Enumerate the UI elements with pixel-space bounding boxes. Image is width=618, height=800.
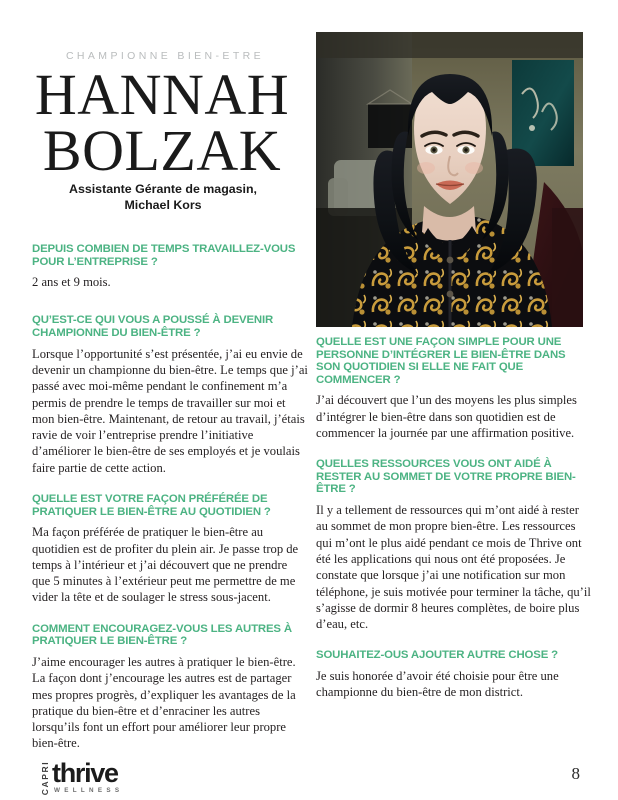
answer-text: J’aime encourager les autres à pratiquer le bien-être. La façon dont j’encourage les autres est de partager mes propres progrès, d’expliquer les avantages de la pratique du bien-être et d’enraciner les autres lorsqu’ils font un effort pour améliorer leur propre bien-être.: [32, 654, 296, 751]
answer-text: Il y a tellement de ressources qui m’ont aidé à rester au sommet de mon propre bien-être. Les ressources qui m’ont le plus aidé pendant ce mois de Thrive ont été les applications qui nous ont été proposées. Je constate que lorsque j’ai une notification sur mon téléphone, je suis motivée pour terminer la tâche, qu’il s’agisse de dormir 8 heures complètes, de boire plus d’eau, etc.: [316, 503, 591, 632]
left-column: [32, 243, 308, 769]
question-heading: COMMENT ENCOURAGEZ-VOUS LES AUTRES À PRATIQUER LE BIEN-ÊTRE ?: [32, 622, 292, 648]
answer-text: Lorsque l’opportunité s’est présentée, j’ai eu envie de devenir un championne du bien-être. Le temps que j’ai passé avec moi-même pendant le confinement m’a permis de prendre le temps de travailler sur moi et mon bien-être. Maintenant, de retour au travail, j’étais ravie de voir l’entreprise prendre l’initiative d’améliorer le bien-être de ses employés et je voulais faire partie de cette action.: [32, 346, 308, 475]
page-title-last-name: BOLZAK: [42, 118, 282, 183]
answer-text: Ma façon préférée de pratiquer le bien-être au quotidien est de profiter du plein air. Je passe trop de temps à l’intérieur et j’ai découvert que ne prendre que 5 minutes à l’extérieur peut me permettre de me vider la tête et de soulager le stress sous-jacent.: [32, 525, 299, 605]
qa-block: [32, 623, 308, 752]
question-heading: QUELLE EST UNE FAÇON SIMPLE POUR UNE PERSONNE D’INTÉGRER LE BIEN-ÊTRE DANS SON QUOTIDIEN SI ELLE NE FAIT QUE COMMENCER ?: [316, 336, 566, 386]
question-heading: SOUHAITEZ-OUS AJOUTER AUTRE CHOSE ?: [316, 649, 558, 662]
portrait-photo: [316, 32, 583, 327]
subtitle-line-1: Assistante Gérante de magasin,: [69, 182, 257, 196]
subtitle-line-2: Michael Kors: [124, 198, 202, 212]
portrait-photo-illustration: [316, 32, 583, 327]
answer-text: 2 ans et 9 mois.: [32, 275, 111, 290]
qa-block: [316, 458, 592, 632]
qa-block: [32, 243, 308, 290]
question-heading: QUELLES RESSOURCES VOUS ONT AIDÉ À RESTER AU SOMMET DE VOTRE PROPRE BIEN-ÊTRE ?: [316, 458, 576, 496]
answer-text: Je suis honorée d’avoir été choisie pour être une championne du bien-être de mon district.: [316, 669, 559, 700]
question-heading: DEPUIS COMBIEN DE TEMPS TRAVAILLEZ-VOUS POUR L’ENTREPRISE ?: [32, 243, 296, 268]
page-number: 8: [571, 764, 580, 783]
subtitle-job-title: [22, 181, 304, 213]
capri-thrive-wellness-logo: [28, 758, 138, 796]
page-title-first-name: HANNAH: [34, 62, 290, 127]
question-heading: QU’EST-CE QUI VOUS A POUSSÉ À DEVENIR CHAMPIONNE DU BIEN-ÊTRE ?: [32, 314, 274, 340]
right-column: [316, 336, 592, 718]
qa-block: [32, 314, 308, 476]
qa-block: [316, 649, 592, 700]
question-heading: QUELLE EST VOTRE FAÇON PRÉFÉRÉE DE PRATIQUER LE BIEN-ÊTRE AU QUOTIDIEN ?: [32, 493, 271, 518]
qa-block: [316, 336, 592, 441]
logo-capri-text: CAPRI: [40, 760, 50, 796]
kicker-label: CHAMPIONNE BIEN-ETRE: [65, 50, 265, 62]
qa-block: [32, 493, 308, 606]
logo-thrive-text: thrive: [52, 758, 118, 788]
logo-wellness-text: WELLNESS: [54, 787, 124, 794]
answer-text: J’ai découvert que l’un des moyens les plus simples d’intégrer le bien-être dans son quotidien est de commencer la journée par une affirmation positive.: [316, 393, 577, 440]
